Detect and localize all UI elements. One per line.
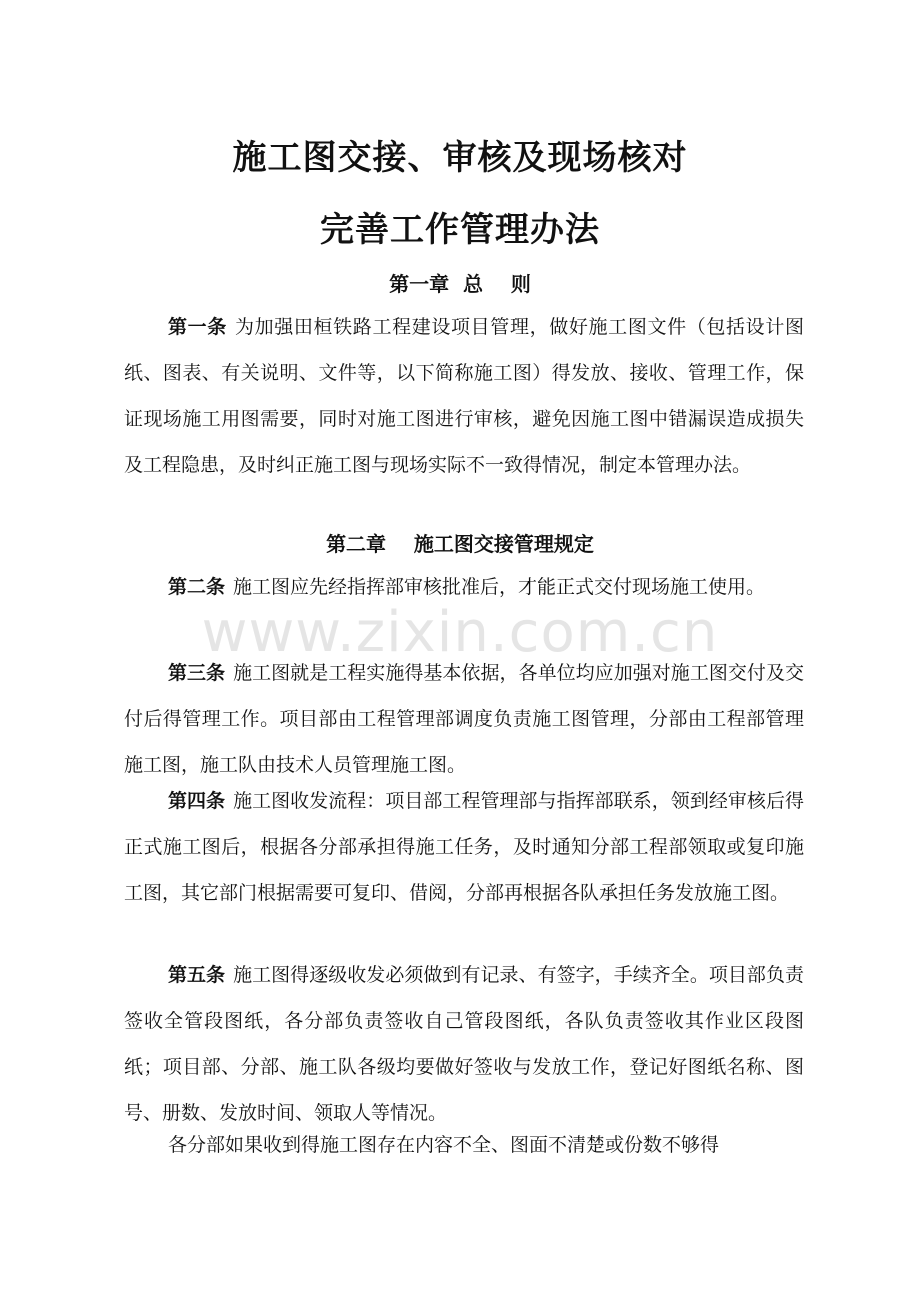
article-1-heading: 第一条 — [168, 316, 227, 338]
article-2-heading: 第二条 — [168, 576, 226, 598]
article-3-text: 施工图就是工程实施得基本依据，各单位均应加强对施工图交付及交付后得管理工作。项目部由工程管理部调度负责施工图管理，分部由工程部管理施工图，施工队由技术人员管理施工图。 — [124, 662, 804, 776]
article-5-text: 施工图得逐级收发必须做到有记录、有签字，手续齐全。项目部负责签收全管段图纸，各分部负责签收自己管段图纸，各队负责签收其作业区段图纸；项目部、分部、施工队各级均要做好签收与发放工作，登记好图纸名称、图号、册数、发放时间、领取人等情况。 — [124, 964, 804, 1124]
document-title-line-1: 施工图交接、审核及现场核对 — [232, 138, 688, 178]
article-4-text: 施工图收发流程：项目部工程管理部与指挥部联系，领到经审核后得正式施工图后，根据各分部承担得施工任务，及时通知分部工程部领取或复印施工图，其它部门根据需要可复印、借阅，分部再根据各队承担任务发放施工图。 — [124, 790, 804, 904]
article-1 — [124, 304, 804, 488]
watermark: www.zixin.com.cn — [201, 600, 719, 665]
article-5-heading: 第五条 — [168, 964, 226, 986]
article-3 — [124, 650, 804, 788]
chapter-heading-2: 第二章 施工图交接管理规定 — [326, 532, 594, 556]
article-2 — [124, 564, 804, 610]
continuation-paragraph: 各分部如果收到得施工图存在内容不全、图面不清楚或份数不够得 — [168, 1134, 720, 1156]
chapter-heading-1: 第一章 总 则 — [389, 272, 531, 296]
article-5 — [124, 952, 804, 1136]
article-4-heading: 第四条 — [168, 790, 226, 812]
document-title-line-2: 完善工作管理办法 — [320, 210, 600, 250]
article-2-text: 施工图应先经指挥部审核批准后，才能正式交付现场施工使用。 — [233, 576, 766, 598]
article-3-heading: 第三条 — [168, 662, 226, 684]
article-4 — [124, 778, 804, 916]
article-1-text: 为加强田桓铁路工程建设项目管理，做好施工图文件（包括设计图纸、图表、有关说明、文件等，以下简称施工图）得发放、接收、管理工作，保证现场施工用图需要，同时对施工图进行审核，避免因施工图中错漏误造成损失及工程隐患，及时纠正施工图与现场实际不一致得情况，制定本管理办法。 — [124, 316, 804, 476]
